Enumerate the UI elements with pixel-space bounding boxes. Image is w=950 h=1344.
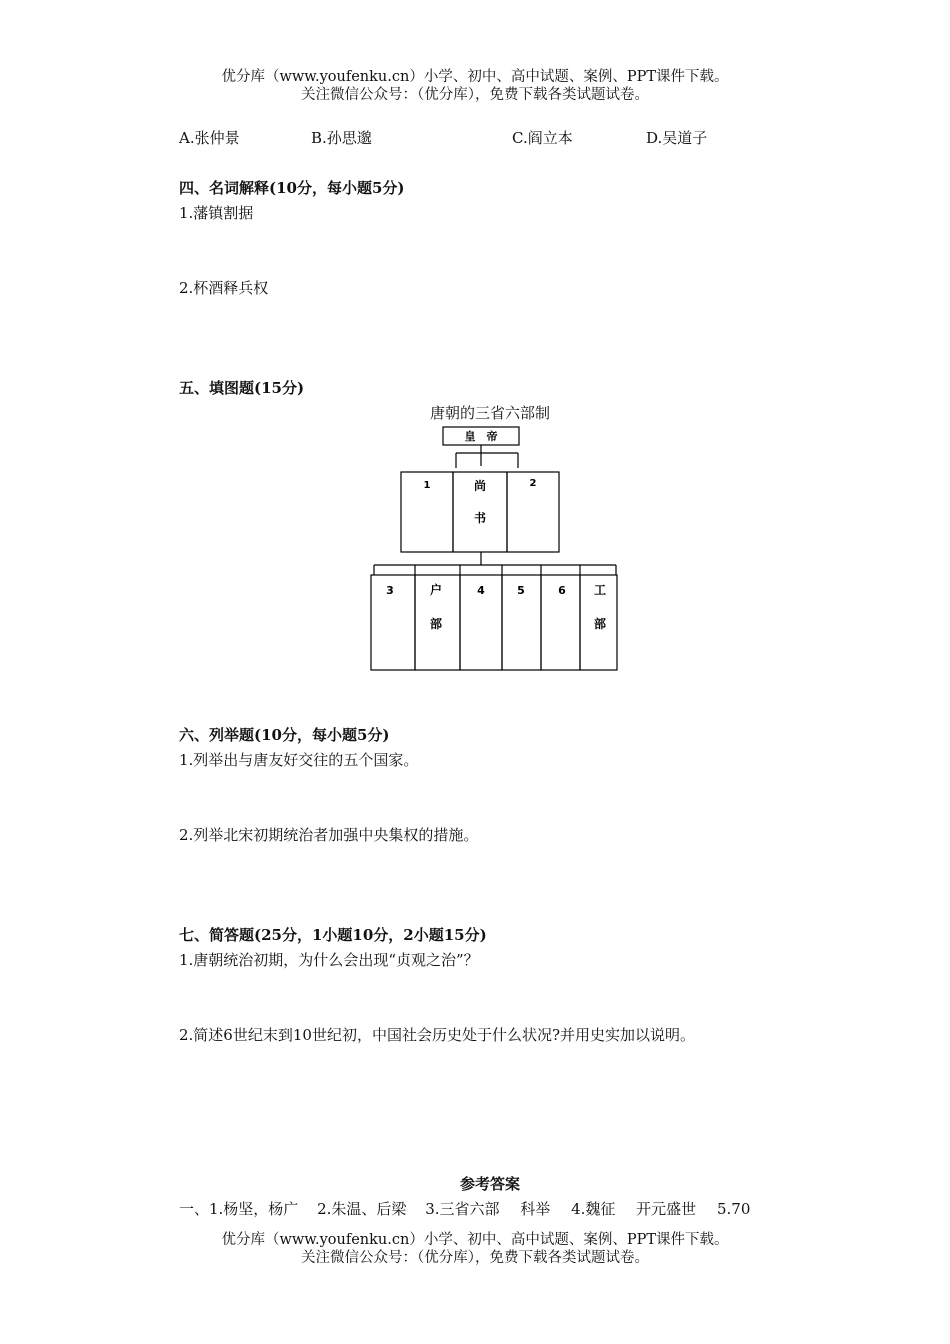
section-7-title: 七、简答题(25分，1小题10分，2小题15分) — [179, 926, 487, 944]
diagram-title: 唐朝的三省六部制 — [429, 404, 550, 422]
header-line-1: 优分库（www.youfenku.cn）小学、初中、高中试题、案例、PPT课件下载。 — [221, 69, 729, 85]
option-a: A.张仲景 — [179, 129, 240, 147]
ministry-label-hubu-2: 部 — [429, 617, 443, 631]
section-4-title: 四、名词解释(10分，每小题5分) — [179, 179, 405, 197]
ministry-label-hubu-1: 户 — [429, 583, 443, 597]
department-label-shangshu-2: 书 — [473, 511, 487, 525]
section-6-title: 六、列举题(10分，每小题5分) — [179, 726, 390, 744]
ministry-label-gongbu-2: 部 — [593, 617, 607, 631]
answers-line — [179, 1198, 750, 1219]
department-label-2: 2 — [529, 478, 537, 489]
section-4-question-1: 1.藩镇割据 — [179, 204, 254, 222]
option-d: D.吴道子 — [646, 129, 708, 147]
section-6-question-1: 1.列举出与唐友好交往的五个国家。 — [179, 751, 419, 769]
answers-title: 参考答案 — [459, 1175, 520, 1193]
ministry-label-gongbu-1: 工 — [593, 583, 607, 597]
ministry-label-4: 4 — [477, 584, 485, 597]
answer-part-1: 一、1.杨坚，杨广 — [179, 1200, 299, 1218]
footer-line-2: 关注微信公众号：（优分库），免费下载各类试题试卷。 — [301, 1250, 649, 1266]
ministry-label-3: 3 — [386, 584, 394, 597]
answer-part-2: 2.朱温、后梁 — [317, 1200, 407, 1218]
header-line-2: 关注微信公众号：（优分库），免费下载各类试题试卷。 — [301, 87, 649, 103]
answer-part-5: 4.魏征 — [571, 1200, 616, 1218]
emperor-label: 皇 帝 — [464, 430, 498, 443]
section-5-title: 五、填图题(15分) — [179, 379, 305, 397]
section-7-question-1: 1.唐朝统治初期，为什么会出现“贞观之治”？ — [179, 951, 479, 969]
answer-part-3: 3.三省六部 — [425, 1200, 500, 1218]
option-b: B.孙思邈 — [311, 129, 372, 147]
department-label-1: 1 — [423, 480, 431, 491]
section-7-question-2: 2.简述6世纪末到10世纪初，中国社会历史处于什么状况?并用史实加以说明。 — [179, 1026, 695, 1044]
department-label-shangshu-1: 尚 — [473, 479, 487, 493]
option-c: C.阎立本 — [512, 129, 573, 147]
answer-part-6: 开元盛世 — [636, 1200, 697, 1218]
answer-part-7: 5.70 — [716, 1200, 751, 1218]
ministry-label-5: 5 — [517, 584, 525, 597]
ministry-label-6: 6 — [558, 584, 566, 597]
section-6-question-2: 2.列举北宋初期统治者加强中央集权的措施。 — [179, 826, 479, 844]
answer-part-4: 科举 — [520, 1200, 551, 1218]
section-4-question-2: 2.杯酒释兵权 — [179, 279, 269, 297]
three-departments-six-ministries-diagram — [360, 420, 630, 680]
footer-line-1: 优分库（www.youfenku.cn）小学、初中、高中试题、案例、PPT课件下载。 — [221, 1232, 729, 1248]
